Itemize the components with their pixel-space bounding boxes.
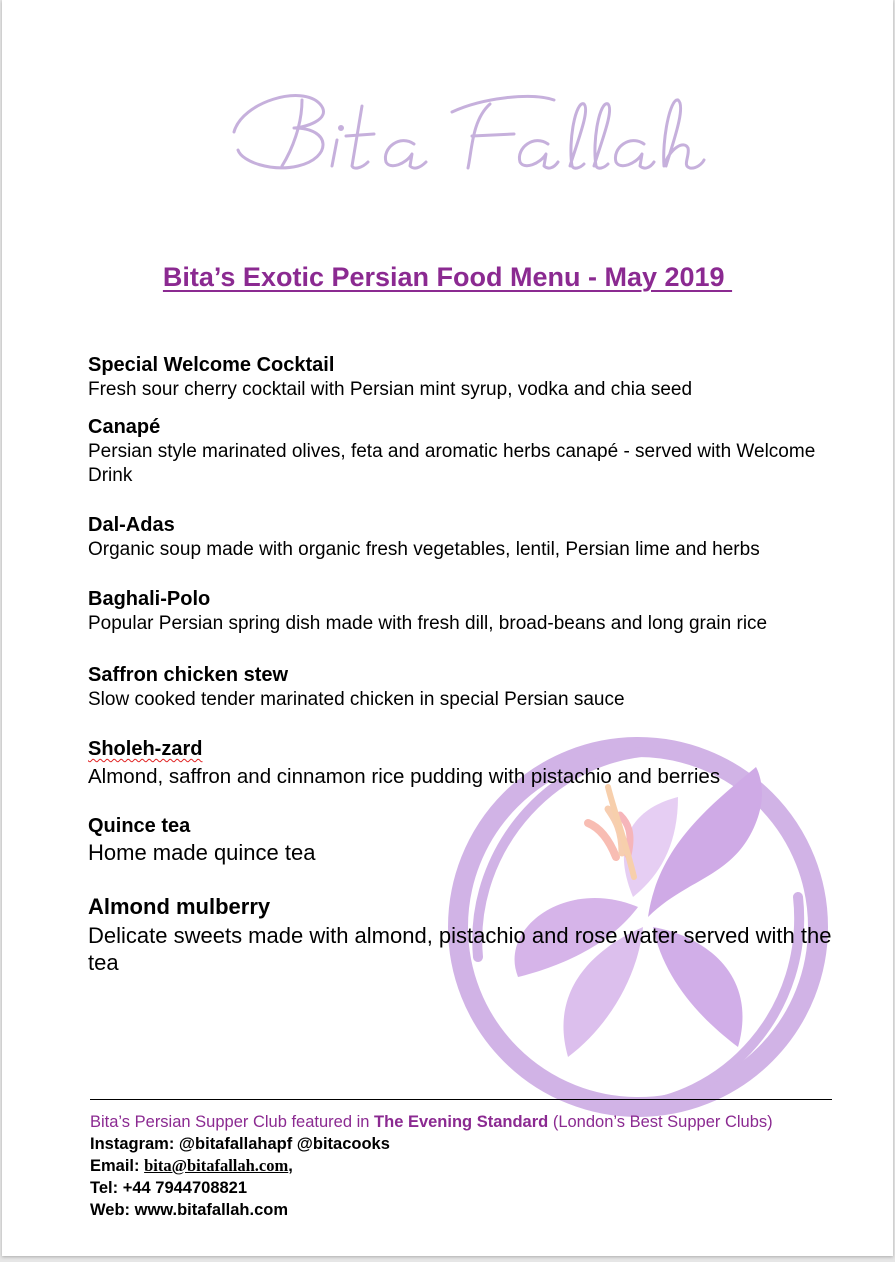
menu-item-quince-tea [88, 813, 858, 866]
instagram-line: Instagram: @bitafallahapf @bitacooks [90, 1135, 390, 1153]
menu-item-name: Canapé [88, 416, 161, 438]
menu-item-description: Popular Persian spring dish made with fresh dill, broad-beans and long grain rice [88, 613, 768, 634]
email-line [90, 1155, 870, 1177]
menu-item-name: Special Welcome Cocktail [88, 354, 335, 376]
bita-fallah-logo [2, 70, 893, 190]
footer [90, 1111, 870, 1221]
featured-line [90, 1111, 870, 1133]
menu-item-welcome-cocktail [88, 352, 858, 402]
menu-title: Bita’s Exotic Persian Food Menu - May 2019 [162, 262, 733, 292]
menu-item-name [88, 736, 858, 762]
menu-item-description: Delicate sweets made with almond, pistachio and rose water served with the tea [88, 923, 832, 975]
menu-list [88, 352, 858, 976]
menu-page [2, 0, 893, 1256]
web-line: Web: www.bitafallah.com [90, 1201, 289, 1219]
menu-item-saffron-chicken-stew [88, 662, 858, 712]
featured-paper: The Evening Standard [374, 1113, 549, 1131]
menu-item-description: Almond, saffron and cinnamon rice pudding with pistachio and berries [88, 765, 721, 788]
menu-item-name: Dal-Adas [88, 514, 175, 536]
menu-item-name: Baghali-Polo [88, 588, 211, 610]
email-suffix: , [288, 1157, 293, 1175]
menu-item-description: Slow cooked tender marinated chicken in special Persian sauce [88, 689, 625, 710]
menu-item-description: Home made quince tea [88, 840, 316, 865]
tel-line: Tel: +44 7944708821 [90, 1179, 248, 1197]
spellcheck-underline: Sholeh-zard [88, 738, 203, 760]
menu-item-description: Fresh sour cherry cocktail with Persian mint syrup, vodka and chia seed [88, 379, 693, 400]
email-label: Email: [90, 1157, 145, 1175]
email-link[interactable]: bita@bitafallah.com [144, 1156, 289, 1175]
footer-divider [90, 1099, 832, 1100]
featured-prefix: Bita’s Persian Supper Club featured in [90, 1113, 375, 1131]
menu-item-name: Quince tea [88, 815, 191, 837]
menu-item-description: Organic soup made with organic fresh vegetables, lentil, Persian lime and herbs [88, 539, 760, 560]
menu-item-description: Persian style marinated olives, feta and aromatic herbs canapé - served with Welcome Drink [88, 441, 816, 486]
menu-item-canape [88, 414, 858, 488]
featured-suffix: (London’s Best Supper Clubs) [548, 1113, 773, 1131]
menu-item-dal-adas [88, 512, 858, 562]
menu-item-sholeh-zard [88, 736, 858, 792]
menu-item-baghali-polo [88, 586, 858, 636]
menu-item-name: Almond mulberry [88, 894, 271, 919]
menu-item-almond-mulberry [88, 892, 858, 976]
menu-item-name: Saffron chicken stew [88, 664, 289, 686]
